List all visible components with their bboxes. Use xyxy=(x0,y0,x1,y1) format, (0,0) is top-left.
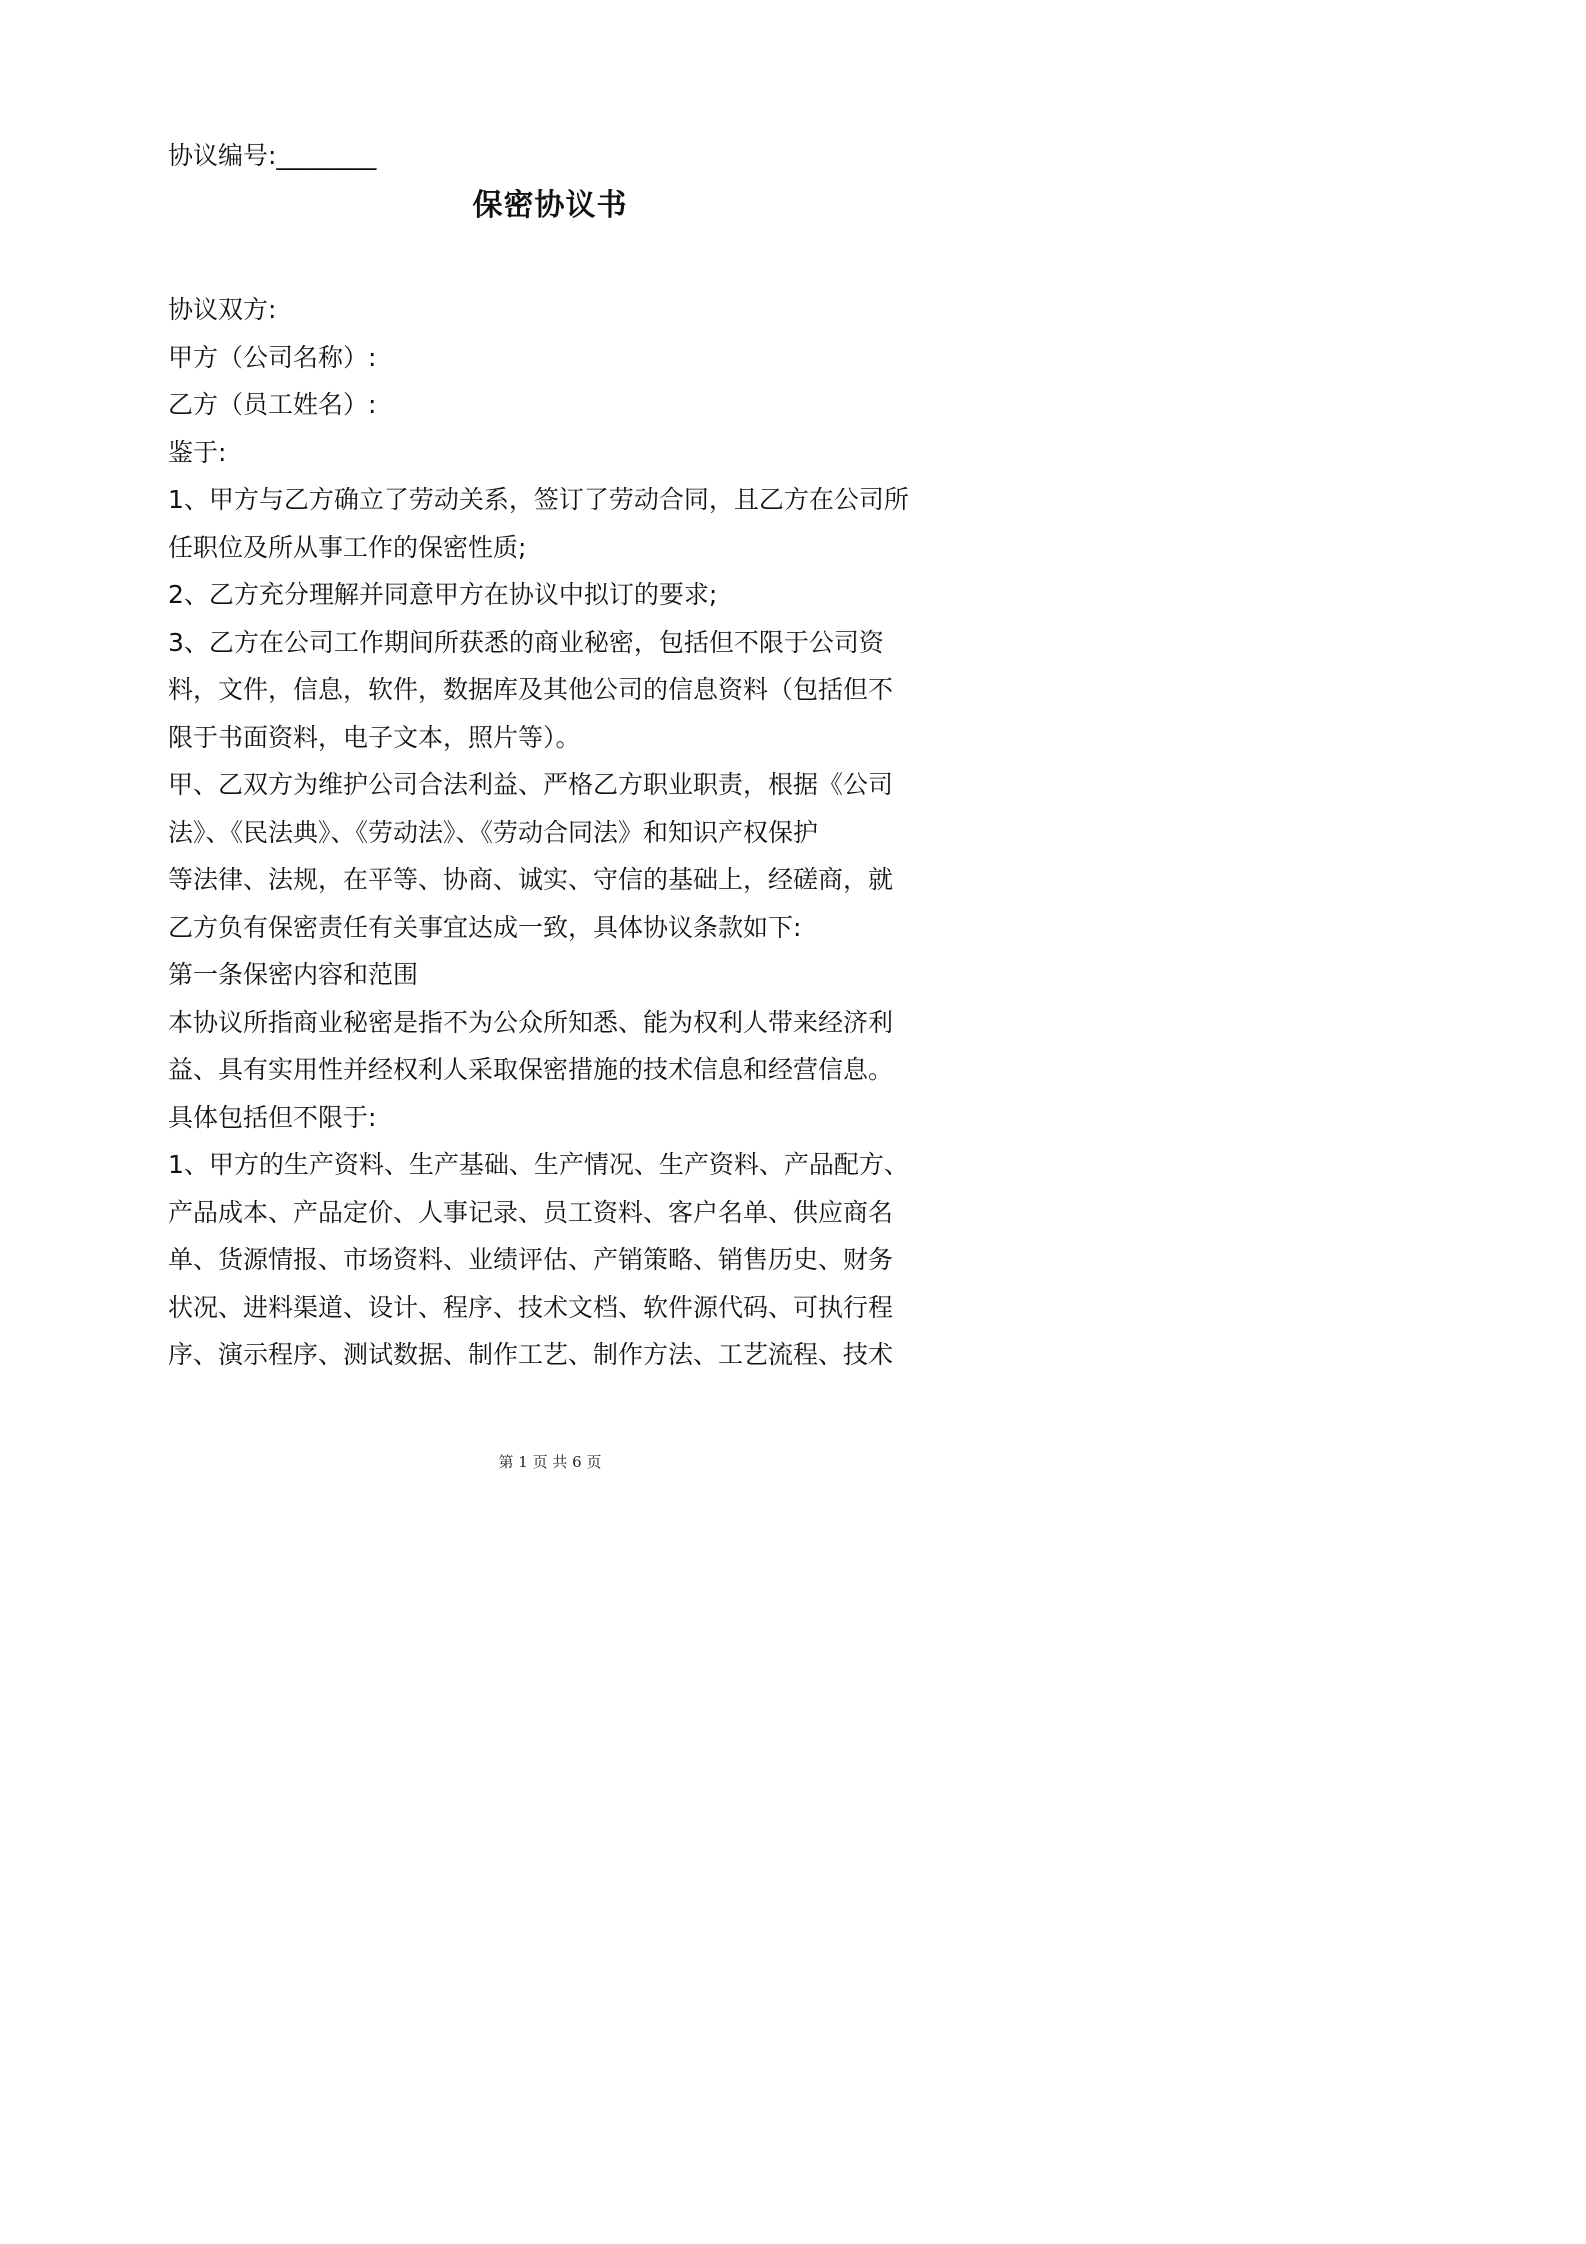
document-body xyxy=(168,286,938,1379)
text-line: 鉴于: xyxy=(168,437,227,467)
text-line: 序、演示程序、测试数据、制作工艺、制作方法、工艺流程、技术 xyxy=(168,1340,894,1369)
text-line: 具体包括但不限于: xyxy=(168,1102,377,1132)
text-line: 单、货源情报、市场资料、业绩评估、产销策略、销售历史、财务 xyxy=(168,1245,894,1274)
text-line: 状况、进料渠道、设计、程序、技术文档、软件源代码、可执行程 xyxy=(168,1292,894,1322)
text-line: 1、甲方与乙方确立了劳动关系，签订了劳动合同，且乙方在公司所 xyxy=(168,485,909,514)
text-line: 甲、乙双方为维护公司合法利益、严格乙方职业职责，根据《公司 xyxy=(168,770,894,799)
section-heading: 第一条保密内容和范围 xyxy=(168,960,419,989)
text-line: 协议双方: xyxy=(168,295,277,324)
page-number-footer: 第 1 页 共 6 页 xyxy=(498,1453,602,1471)
text-line: 2、乙方充分理解并同意甲方在协议中拟订的要求; xyxy=(168,580,718,609)
text-line: 料，文件，信息，软件，数据库及其他公司的信息资料（包括但不 xyxy=(168,675,894,704)
text-line: 1、甲方的生产资料、生产基础、生产情况、生产资料、产品配方、 xyxy=(168,1150,909,1179)
text-line: 甲方（公司名称）: xyxy=(168,342,377,372)
document-title: 保密协议书 xyxy=(472,188,628,223)
text-line: 本协议所指商业秘密是指不为公众所知悉、能为权利人带来经济利 xyxy=(168,1007,894,1037)
agreement-number-label: 协议编号:________ xyxy=(168,141,377,170)
text-line: 任职位及所从事工作的保密性质; xyxy=(168,532,527,562)
text-line: 乙方（员工姓名）: xyxy=(168,390,377,419)
text-line: 产品成本、产品定价、人事记录、员工资料、客户名单、供应商名 xyxy=(168,1197,894,1227)
document-page xyxy=(0,0,1100,1559)
text-line: 限于书面资料，电子文本，照片等）。 xyxy=(168,722,581,752)
text-line: 3、乙方在公司工作期间所获悉的商业秘密，包括但不限于公司资 xyxy=(168,627,884,657)
text-line: 等法律、法规，在平等、协商、诚实、守信的基础上，经磋商，就 xyxy=(168,865,894,894)
text-line: 法》、《民法典》、《劳动法》、《劳动合同法》和知识产权保护 xyxy=(168,817,819,847)
text-line: 乙方负有保密责任有关事宜达成一致，具体协议条款如下: xyxy=(168,912,802,942)
text-line: 益、具有实用性并经权利人采取保密措施的技术信息和经营信息。 xyxy=(168,1055,894,1084)
